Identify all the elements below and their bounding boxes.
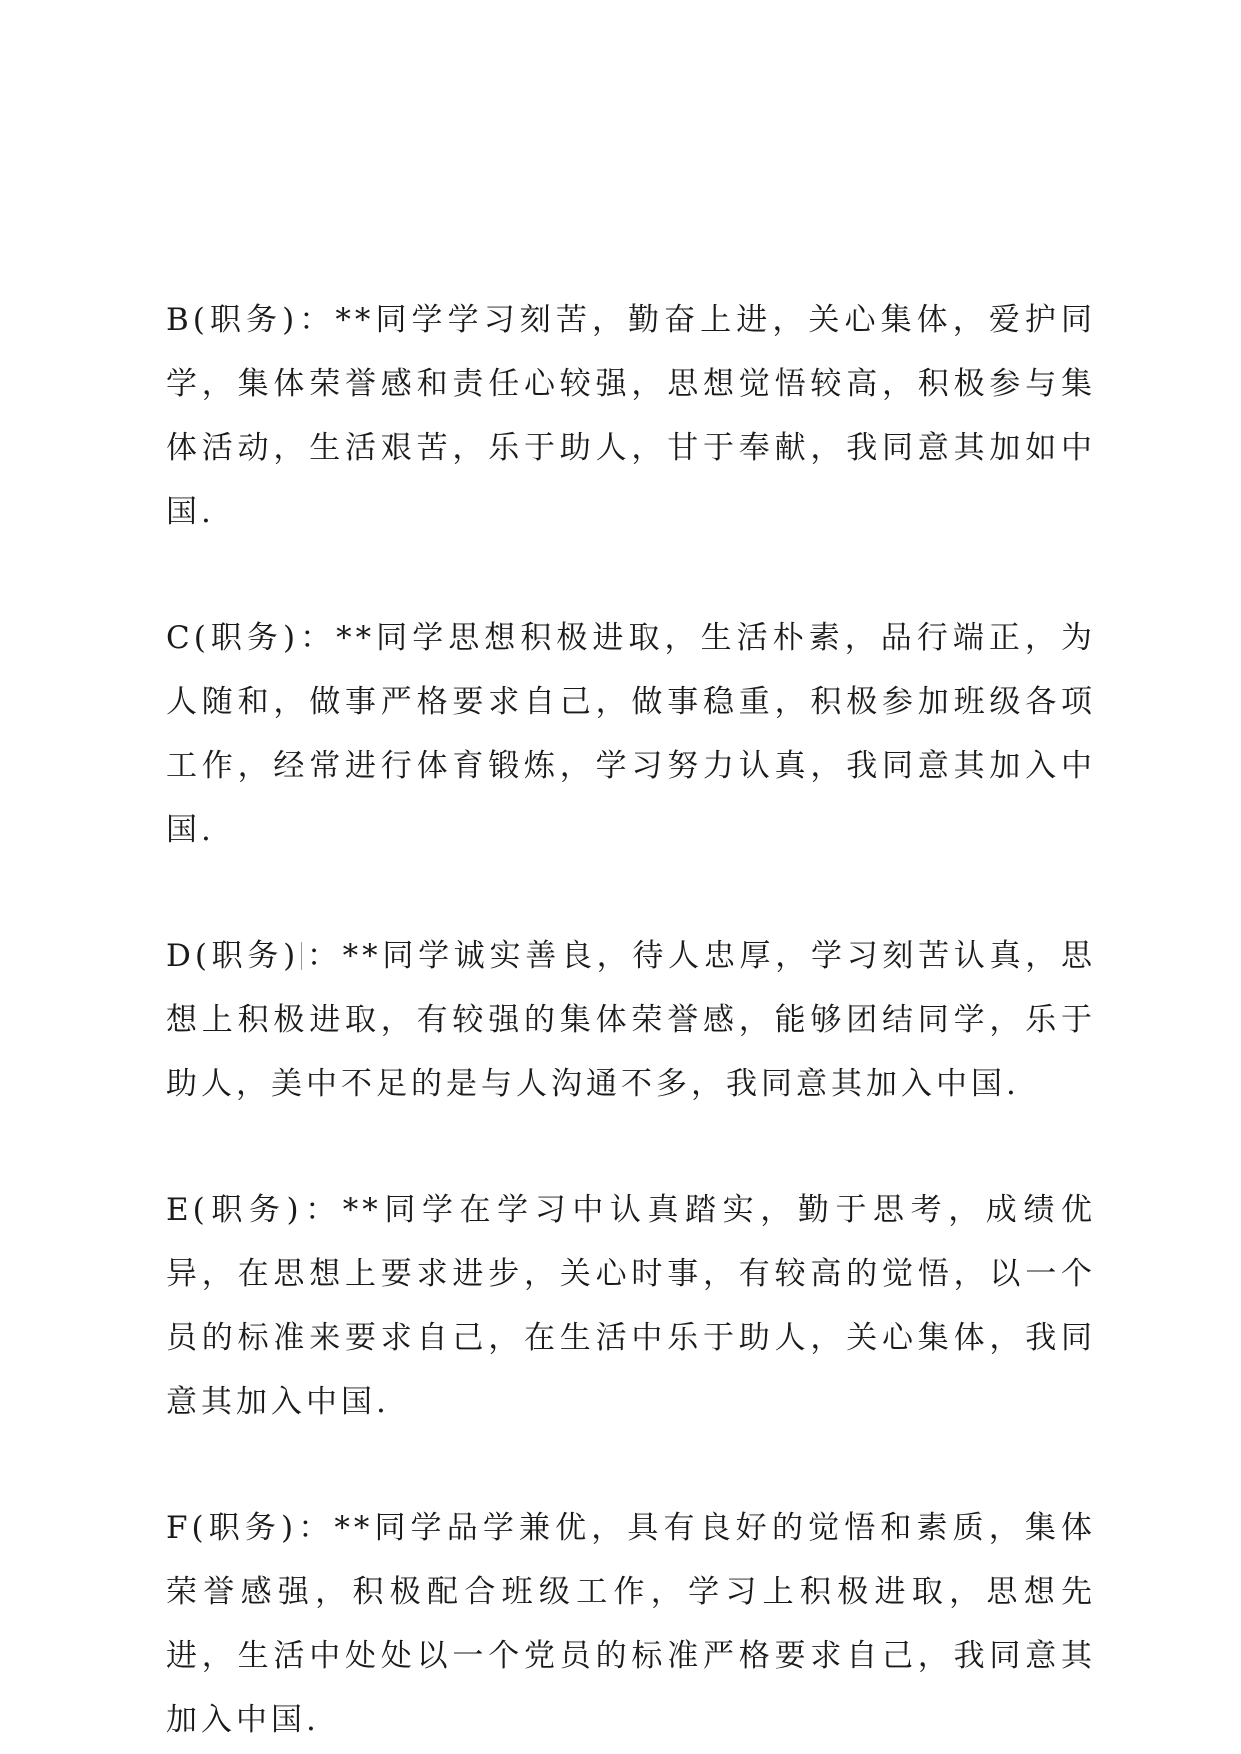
recommendation-paragraph-d	[166, 924, 1096, 1116]
paragraph-text: ：**同学诚实善良，待人忠厚，学习刻苦认真，思想上积极进取，有较强的集体荣誉感，能够团结同学，乐于助人，美中不足的是与人沟通不多，我同意其加入中国.	[166, 938, 1096, 1102]
paragraph-lead: E(职务)	[166, 1192, 303, 1228]
recommendation-paragraph-b	[166, 288, 1096, 544]
paragraph-lead: D(职务)	[166, 938, 300, 974]
paragraph-text: ：**同学在学习中认真踏实，勤于思考，成绩优异，在思想上要求进步，关心时事，有较高的觉悟，以一个员的标准来要求自己，在生活中乐于助人，关心集体，我同意其加入中国.	[166, 1192, 1096, 1420]
paragraph-text: ：**同学思想积极进取，生活朴素，品行端正，为人随和，做事严格要求自己，做事稳重，积极参加班级各项工作，经常进行体育锻炼，学习努力认真，我同意其加入中国.	[166, 620, 1096, 848]
recommendation-paragraph-f	[166, 1496, 1096, 1752]
recommendation-paragraph-c	[166, 606, 1096, 862]
paragraph-text: ：**同学学习刻苦，勤奋上进，关心集体，爱护同学，集体荣誉感和责任心较强，思想觉悟较高，积极参与集体活动，生活艰苦，乐于助人，甘于奉献，我同意其加如中国.	[166, 302, 1096, 530]
paragraph-lead: F(职务)	[166, 1510, 298, 1546]
paragraph-lead: B(职务)	[166, 302, 299, 338]
paragraph-text: ：**同学品学兼优，具有良好的觉悟和素质，集体荣誉感强，积极配合班级工作，学习上积极进取，思想先进，生活中处处以一个党员的标准严格要求自己，我同意其加入中国.	[166, 1510, 1096, 1738]
recommendation-paragraph-e	[166, 1178, 1096, 1434]
document-body	[166, 288, 1096, 1752]
text-cursor	[301, 942, 302, 970]
paragraph-lead: C(职务)	[166, 620, 300, 656]
